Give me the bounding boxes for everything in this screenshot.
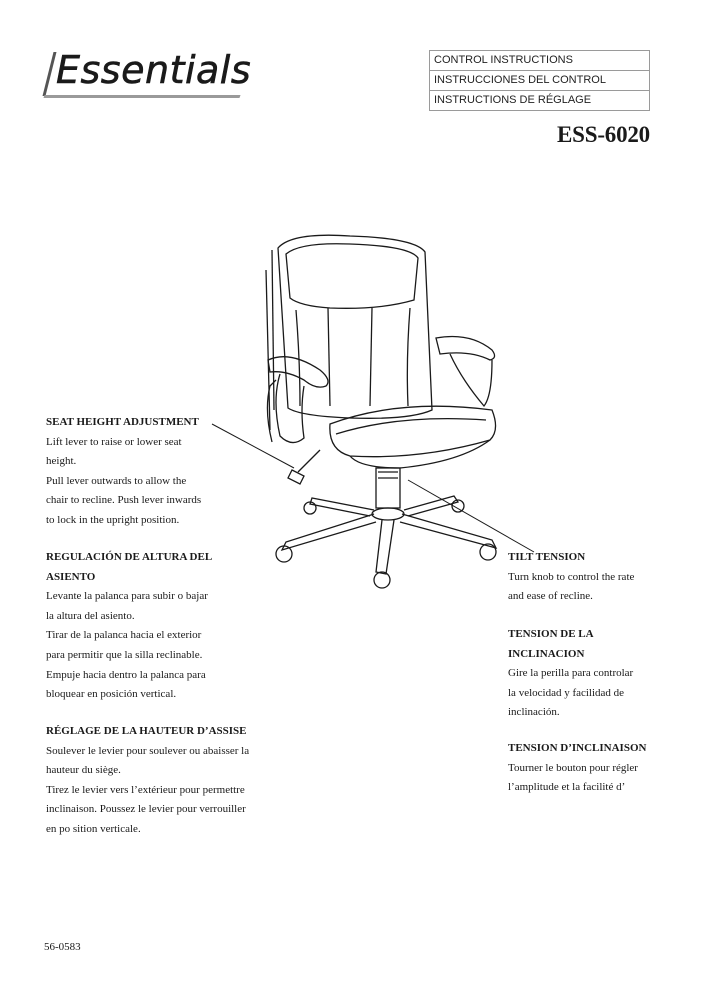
control-instructions-fr: INSTRUCTIONS DE RÉGLAGE: [434, 94, 592, 106]
logo-text: Essentials: [56, 48, 252, 92]
seat-height-line: bloquear en posición vertical.: [46, 688, 177, 701]
tilt-tension-es: [508, 625, 698, 723]
seat-height-line: hauteur du siège.: [46, 764, 121, 777]
document-code: 56-0583: [44, 941, 81, 953]
tilt-tension-fr: [508, 739, 698, 798]
control-instructions-en: CONTROL INSTRUCTIONS: [430, 51, 649, 71]
tilt-tension-en: [508, 548, 698, 607]
seat-height-es: [46, 548, 306, 705]
seat-height-line: en po sition verticale.: [46, 822, 141, 835]
logo-bar: [43, 52, 57, 96]
tilt-tension-heading-es: INCLINACION: [508, 647, 585, 660]
seat-height-line: Soulever le levier pour soulever ou abaisser la: [46, 744, 250, 757]
seat-height-line: la altura del asiento.: [46, 609, 135, 622]
tilt-tension-line: la velocidad y facilidad de: [508, 686, 625, 699]
seat-height-line: inclinaison. Poussez le levier pour verrouiller: [46, 803, 246, 816]
seat-height-heading-fr: RÉGLAGE DE LA HAUTEUR D’ASSISE: [46, 725, 247, 737]
tilt-tension-heading-es: TENSION DE LA: [508, 628, 594, 640]
tilt-tension-line: l’amplitude et la facilité d’: [508, 781, 626, 794]
tilt-tension-heading-fr: TENSION D’INCLINAISON: [508, 742, 647, 754]
seat-height-heading-en: SEAT HEIGHT ADJUSTMENT: [46, 416, 199, 428]
seat-height-line: height.: [46, 455, 77, 468]
seat-height-fr: [46, 722, 316, 840]
seat-height-line: Levante la palanca para subir o bajar: [46, 590, 208, 603]
model-number: ESS-6020: [557, 122, 650, 147]
logo-underline: [43, 95, 240, 98]
tilt-tension-line: inclinación.: [508, 706, 560, 719]
control-instructions-es: INSTRUCCIONES DEL CONTROL: [430, 71, 649, 91]
seat-height-line: Tirar de la palanca hacia el exterior: [46, 629, 202, 642]
seat-height-line: Pull lever outwards to allow the: [46, 474, 187, 487]
seat-height-line: Lift lever to raise or lower seat: [46, 435, 182, 448]
seat-height-line: chair to recline. Push lever inwards: [46, 494, 202, 507]
seat-height-heading-es: ASIENTO: [46, 570, 96, 583]
tilt-tension-heading-en: TILT TENSION: [508, 551, 586, 563]
seat-height-en: [46, 413, 306, 531]
seat-height-line: para permitir que la silla reclinable.: [46, 648, 203, 661]
seat-height-line: Tirez le levier vers l’extérieur pour permettre: [46, 783, 245, 796]
tilt-tension-line: Tourner le bouton pour régler: [508, 761, 638, 774]
seat-height-line: to lock in the upright position.: [46, 513, 180, 526]
tilt-tension-line: and ease of recline.: [508, 590, 593, 603]
control-instructions-box: [429, 50, 650, 111]
seat-height-heading-es: REGULACIÓN DE ALTURA DEL: [46, 551, 213, 563]
tilt-tension-line: Gire la perilla para controlar: [508, 667, 634, 680]
tilt-tension-line: Turn knob to control the rate: [508, 570, 635, 583]
seat-height-line: Empuje hacia dentro la palanca para: [46, 668, 206, 681]
brand-logo: [44, 46, 252, 102]
